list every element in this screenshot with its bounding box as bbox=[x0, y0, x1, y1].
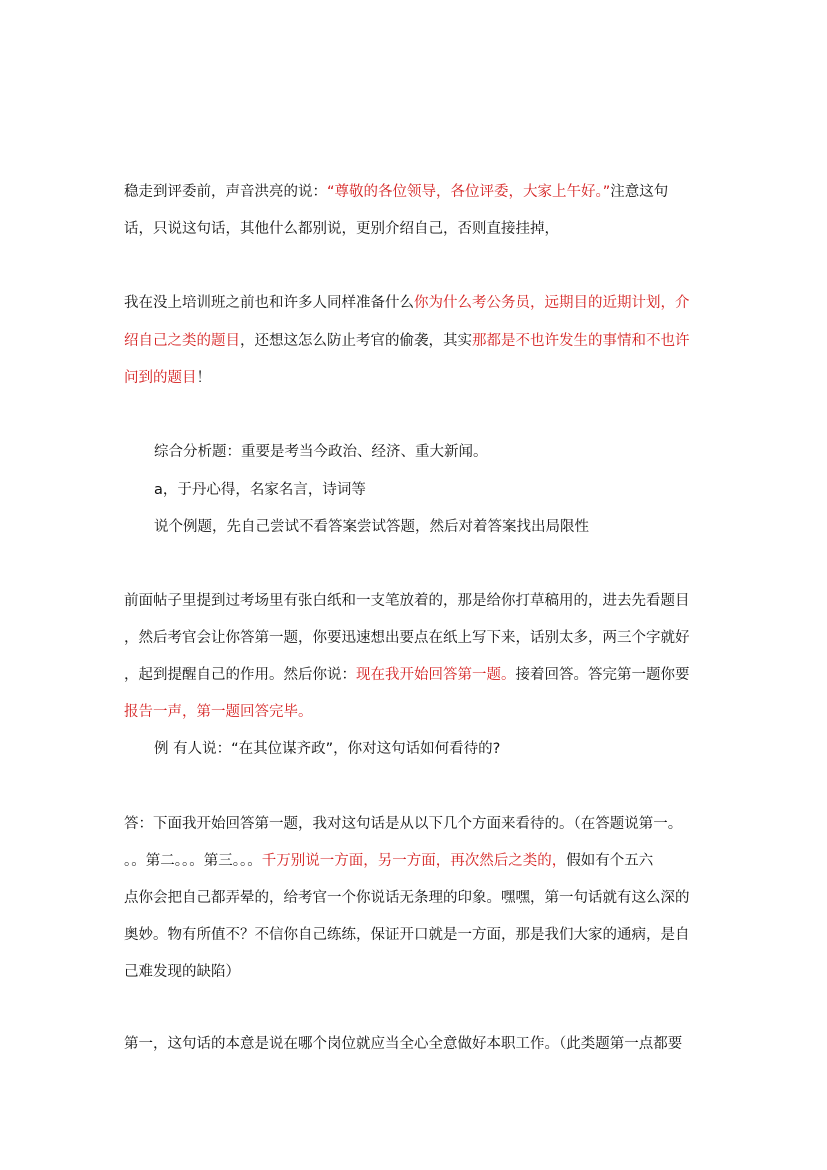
text-segment: 我在没上培训班之前也和许多人同样准备什么 bbox=[124, 295, 414, 311]
text-segment: 点你会把自己都弄晕的，给考官一个你说话无条理的印象。嘿嘿，第一句话就有这么深的 bbox=[124, 890, 690, 906]
highlighted-text-segment: 绍自己之类的题目 bbox=[124, 333, 240, 349]
paragraph-line bbox=[124, 1034, 704, 1054]
paragraph-line bbox=[124, 628, 704, 648]
text-segment: 己难发现的缺陷） bbox=[124, 964, 240, 980]
paragraph-line bbox=[124, 219, 704, 239]
text-segment: 例 有人说：“在其位谋齐政”，你对这句话如何看待的? bbox=[154, 741, 501, 757]
highlighted-text-segment: 你为什么考公务员，远期目的近期计划，介 bbox=[414, 295, 690, 311]
text-segment: 答：下面我开始回答第一题，我对这句话是从以下几个方面来看待的。（在答题说第一。 bbox=[124, 816, 683, 832]
paragraph-line bbox=[124, 888, 704, 908]
text-segment: ，还想这怎么防止考官的偷袭，其实 bbox=[240, 333, 472, 349]
paragraph-line bbox=[154, 442, 734, 462]
paragraph-line bbox=[124, 182, 704, 202]
text-segment: 奥妙。物有所值不？不信你自己练练，保证开口就是一方面，那是我们大家的通病，是自 bbox=[124, 927, 690, 943]
paragraph-line bbox=[124, 368, 704, 388]
text-segment: 话，只说这句话，其他什么都别说，更别介绍自己，否则直接挂掉， bbox=[124, 221, 559, 237]
text-segment: 。。第二。。。第三。。。 bbox=[124, 853, 262, 869]
highlighted-text-segment: 现在我开始回答第一题。 bbox=[356, 667, 516, 683]
highlighted-text-segment: 那都是不也许发生的事情和不也许 bbox=[472, 333, 690, 349]
text-segment: 注意这句 bbox=[610, 184, 669, 200]
paragraph-line bbox=[124, 665, 704, 685]
paragraph-line bbox=[124, 962, 704, 982]
paragraph-line bbox=[124, 591, 704, 611]
paragraph-line bbox=[154, 480, 734, 500]
text-segment: ，然后考官会让你答第一题，你要迅速想出要点在纸上写下来，话别太多，两三个字就好 bbox=[124, 630, 690, 646]
text-segment: 说个例题，先自己尝试不看答案尝试答题，然后对着答案找出局限性 bbox=[154, 519, 589, 535]
paragraph-line bbox=[154, 517, 734, 537]
highlighted-text-segment: “尊敬的各位领导，各位评委，大家上午好。” bbox=[327, 184, 611, 200]
text-segment: 前面帖子里提到过考场里有张白纸和一支笔放着的，那是给你打草稿用的，进去先看题目 bbox=[124, 593, 690, 609]
paragraph-line bbox=[124, 851, 704, 871]
text-segment: 假如有个五六 bbox=[566, 853, 654, 869]
paragraph-line bbox=[124, 925, 704, 945]
text-segment: a，于丹心得，名家名言，诗词等 bbox=[154, 482, 366, 498]
paragraph-line bbox=[154, 739, 734, 759]
highlighted-text-segment: 报告一声，第一题回答完毕。 bbox=[124, 704, 313, 720]
highlighted-text-segment: 千万别说一方面，另一方面，再次然后之类的， bbox=[261, 853, 567, 869]
highlighted-text-segment: 问到的题目 bbox=[124, 370, 197, 386]
text-segment: 综合分析题：重要是考当今政治、经济、重大新闻。 bbox=[154, 444, 488, 460]
text-segment: 第一，这句话的本意是说在哪个岗位就应当全心全意做好本职工作。（此类题第一点都要 bbox=[124, 1036, 683, 1052]
text-segment: 接着回答。答完第一题你要 bbox=[515, 667, 690, 683]
text-segment: ，起到提醒自己的作用。然后你说： bbox=[124, 667, 356, 683]
text-segment: 稳走到评委前，声音洪亮的说： bbox=[124, 184, 327, 200]
paragraph-line bbox=[124, 331, 704, 351]
paragraph-line bbox=[124, 814, 704, 834]
text-segment: ！ bbox=[196, 370, 211, 386]
paragraph-line bbox=[124, 702, 704, 722]
paragraph-line bbox=[124, 293, 704, 313]
